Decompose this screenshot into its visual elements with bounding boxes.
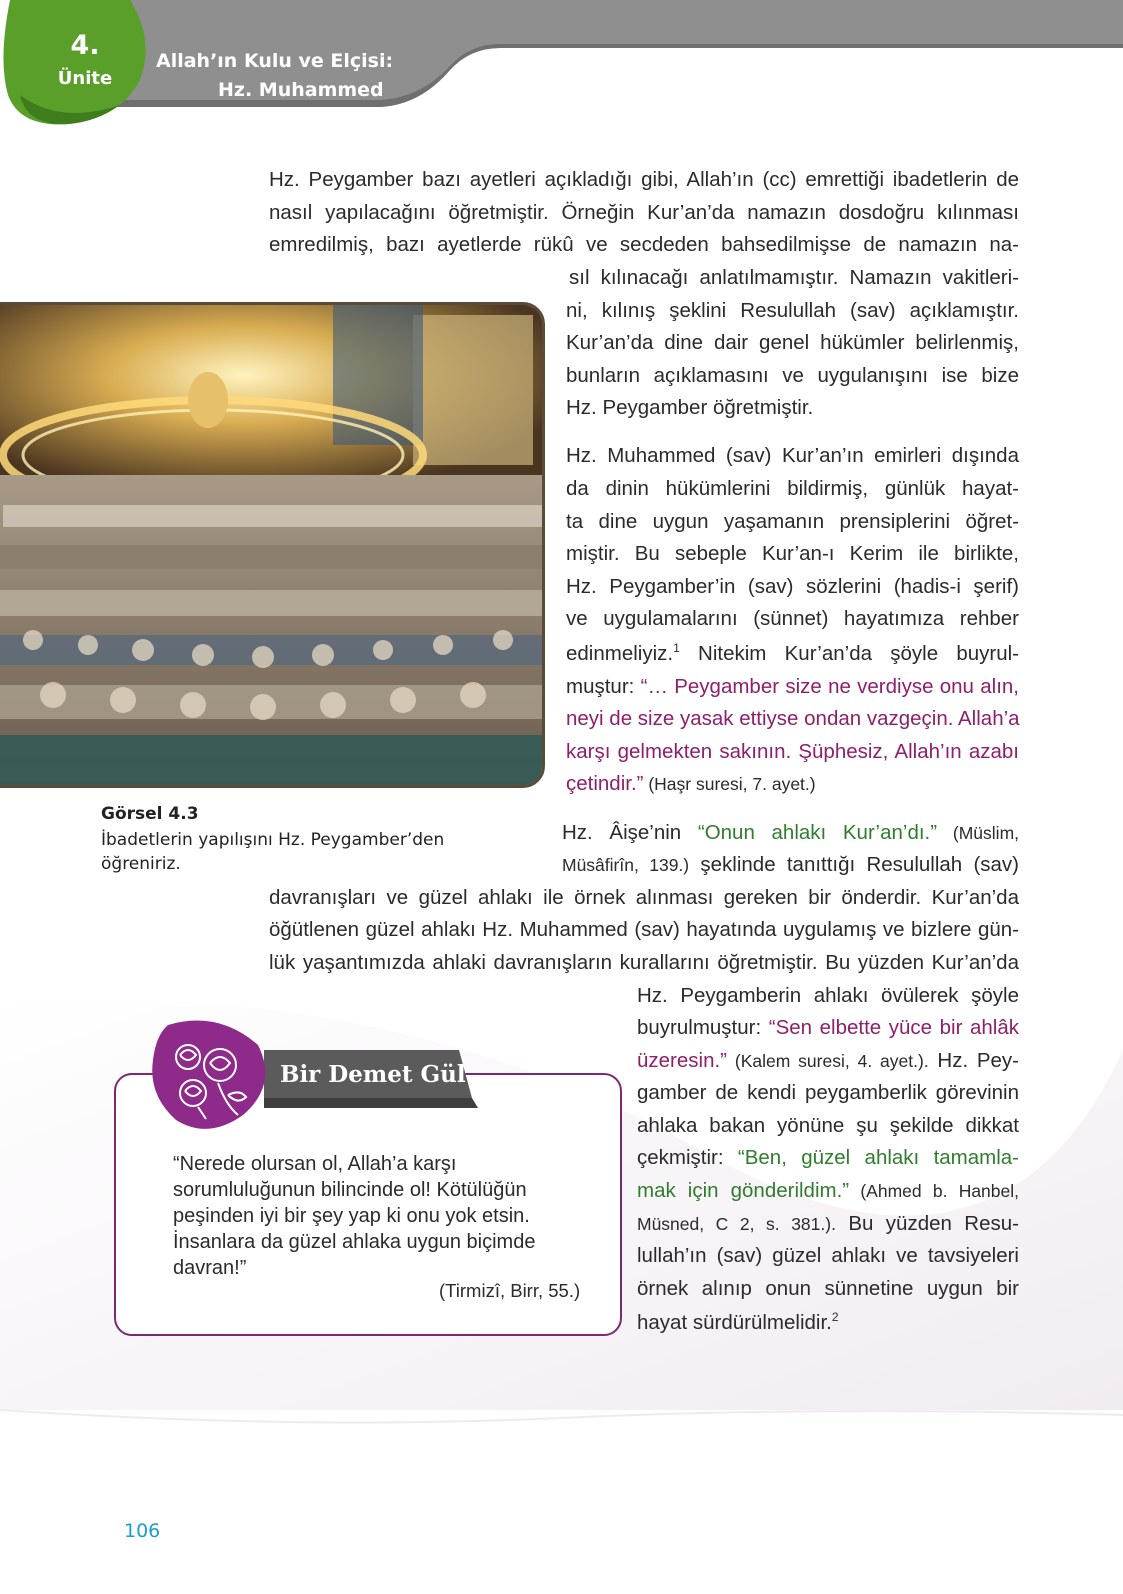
paragraph-line: ni, kılınış şeklini Resulullah (sav) açıklamıştır. — [566, 299, 1019, 322]
verse-quote: neyi de size yasak ettiyse ondan vazgeçin. Allah’a — [566, 707, 1020, 730]
paragraph-line: ahlaka bakan yönüne şu şekilde dikkat — [637, 1114, 1019, 1137]
box-quote — [173, 1151, 593, 1281]
paragraph-line — [566, 640, 1019, 668]
paragraph-line: lullah’ın (sav) güzel ahlakı ve tavsiyeleri — [637, 1244, 1019, 1267]
paragraph-line: ta dine uygun yaşamanın prensiplerini öğret- — [566, 510, 1019, 533]
verse-quote: çetindir.” — [566, 772, 644, 795]
verse-source: (Haşr suresi, 7. ayet.) — [643, 774, 816, 794]
paragraph-line: öğütlenen güzel ahlakı Hz. Muhammed (sav) hayatında uygulamış ve bizlere gün- — [269, 918, 1019, 941]
text-run: Bu yüzden Resu- — [835, 1212, 1019, 1235]
paragraph-line: gamber de kendi peygamberlik görevinin — [637, 1081, 1019, 1104]
paragraph-line: Kur’an’da dine dair genel hükümler belirlenmiş, — [566, 331, 1019, 354]
box-quote-line: peşinden iyi bir şey yap ki onu yok etsin. — [173, 1205, 530, 1227]
hadith-quote: “Onun ahlakı Kur’an’dı.” — [697, 821, 938, 844]
paragraph-line: emredilmiş, bazı ayetlerde rükû ve secdeden bahsedilmişse de namazın na- — [269, 233, 1019, 256]
paragraph-line — [637, 1047, 1019, 1075]
verse-quote: “Sen elbette yüce bir ahlâk — [768, 1016, 1019, 1039]
hadith-source: (Müslim, — [937, 823, 1020, 843]
paragraph-line: miştir. Bu sebeple Kur’an-ı Kerim ile birlikte, — [566, 542, 1019, 565]
footnote-marker: 1 — [673, 641, 680, 656]
hadith-source: Müsned, C 2, s. 381.). — [637, 1214, 836, 1234]
paragraph-line: Hz. Muhammed (sav) Kur’an’ın emirleri dışında — [566, 444, 1019, 467]
box-quote-line: davran!” — [173, 1257, 247, 1279]
photo-caption-text: İbadetlerin yapılışını Hz. Peygamber’den öğreniriz. — [101, 830, 445, 874]
paragraph-line: da dinin hükümlerini bildirmiş, günlük hayat- — [566, 477, 1019, 500]
paragraph-line — [637, 1309, 1019, 1337]
hadith-source: (Ahmed b. Hanbel, — [849, 1181, 1020, 1201]
unit-number: 4. — [70, 30, 100, 61]
paragraph-line — [562, 819, 1019, 847]
paragraph-line — [637, 1014, 1019, 1042]
box-quote-line: sorumluluğunun bilincinde ol! Kötülüğün — [173, 1179, 527, 1201]
verse-source: (Kalem suresi, 4. ayet.). — [727, 1051, 929, 1071]
paragraph-line: Hz. Peygamber bazı ayetleri açıkladığı gibi, Allah’ın (cc) emrettiği ibadetlerin de — [269, 168, 1019, 191]
rose-bouquet-icon — [148, 1015, 268, 1135]
paragraph-line: Hz. Peygamber öğretmiştir. — [566, 396, 814, 419]
box-title: Bir Demet Gül — [280, 1061, 466, 1088]
text-run: çekmiştir: — [637, 1146, 738, 1169]
paragraph-line — [566, 770, 1019, 798]
paragraph-line: sıl kılınacağı anlatılmamıştır. Namazın vakitleri- — [569, 266, 1019, 289]
paragraph-line: Hz. Peygamberin ahlakı övülerek şöyle — [637, 984, 1019, 1007]
paragraph-line — [637, 1177, 1019, 1205]
text-run: hayat sürdürülmelidir. — [637, 1311, 832, 1334]
footnote-marker: 2 — [831, 1310, 839, 1325]
hadith-quote: mak için gönderildim.” — [637, 1179, 850, 1202]
text-run: Hz. Âişe’nin — [562, 821, 698, 844]
unit-label: Ünite — [57, 68, 113, 89]
hadith-quote: “Ben, güzel ahlakı tamamla- — [737, 1146, 1020, 1169]
text-run: şeklinde tanıttığı Resulullah (sav) — [689, 853, 1020, 876]
paragraph-line: lük yaşantımızda ahlaki davranışların kurallarını öğretmiştir. Bu yüzden Kur’an’da — [269, 951, 1019, 974]
paragraph-line: bunların açıklamasını ve uygulanışını ise bize — [566, 364, 1019, 387]
paragraph-line — [637, 1144, 1019, 1172]
box-quote-source: (Tirmizî, Birr, 55.) — [439, 1280, 581, 1301]
paragraph-line: örnek alınıp onun sünnetine uygun bir — [637, 1277, 1019, 1300]
text-run: muştur: — [566, 675, 641, 698]
chapter-title-line1: Allah’ın Kulu ve Elçisi: — [156, 50, 394, 72]
paragraph-line: davranışları ve güzel ahlakı ile örnek alınması gereken bir önderdir. Kur’an’da — [269, 886, 1019, 909]
photo-caption-title: Görsel 4.3 — [101, 804, 199, 824]
paragraph-line — [566, 673, 1019, 701]
hadith-source: Müsâfirîn, 139.) — [562, 855, 690, 875]
box-quote-line: “Nerede olursan ol, Allah’a karşı — [173, 1153, 457, 1175]
text-run: Nitekim Kur’an’da şöyle buyrul- — [679, 642, 1019, 665]
box-quote-line: İnsanlara da güzel ahlaka uygun biçimde — [173, 1231, 536, 1253]
text-run: buyrulmuştur: — [637, 1016, 769, 1039]
verse-quote: üzeresin.” — [637, 1049, 728, 1072]
text-run: Hz. Pey- — [928, 1049, 1019, 1072]
paragraph-line: Hz. Peygamber’in (sav) sözlerini (hadis-i şerif) — [566, 575, 1019, 598]
paragraph-line: nasıl yapılacağını öğretmiştir. Örneğin Kur’an’da namazın dosdoğru kılınması — [269, 201, 1019, 224]
chapter-title-line2: Hz. Muhammed — [218, 79, 384, 101]
paragraph-line: ve uygulamalarını (sünnet) hayatımıza rehber — [566, 607, 1019, 630]
paragraph-line — [637, 1210, 1019, 1238]
verse-quote: “… Peygamber size ne verdiyse onu alın, — [640, 675, 1019, 698]
paragraph-line — [562, 851, 1019, 879]
page-number: 106 — [124, 1520, 161, 1542]
verse-quote: karşı gelmekten sakının. Şüphesiz, Allah’ın azabı — [566, 740, 1019, 763]
text-run: edinmeliyiz. — [566, 642, 674, 665]
mosque-prayer-photo — [0, 302, 545, 788]
